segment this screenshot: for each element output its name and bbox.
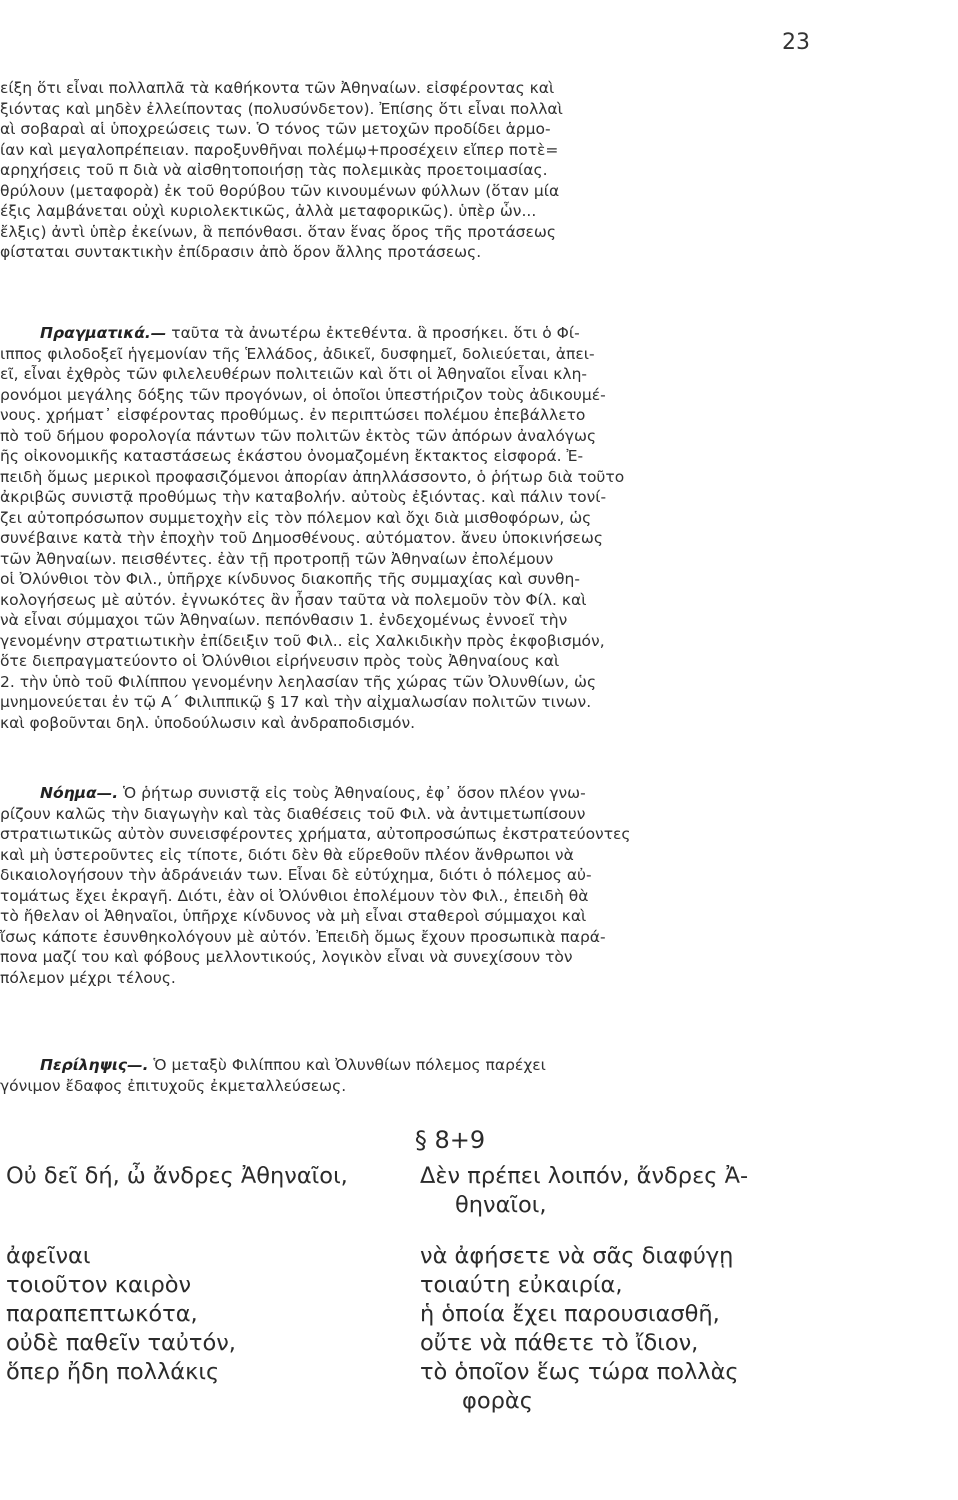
text-line: φίσταται συντακτικὴν ἐπίδρασιν ἀπὸ ὅρον ἄλλης προτάσεως. xyxy=(0,243,482,261)
translation-row xyxy=(0,1271,958,1300)
text-line: ίαν καὶ μεγαλοπρέπειαν. παροξυνθῆναι πολέμῳ+προσέχειν εἴπερ ποτὲ= xyxy=(0,140,559,159)
text-line: νὰ εἶναι σύμμαχοι τῶν Ἀθηναίων. πεπόνθασιν 1. ἐνδεχομένως ἐννοεῖ τὴν xyxy=(0,611,568,629)
modern-greek-text: θηναῖοι, xyxy=(455,1192,547,1218)
modern-greek-text: φορὰς xyxy=(462,1388,533,1414)
text-line: ὅτε διεπραγματεύοντο οἱ Ὀλύνθιοι εἰρήνευσιν πρὸς τοὺς Ἀθηναίους καὶ xyxy=(0,652,560,670)
text-line: οἱ Ὀλύνθιοι τὸν Φιλ., ὑπῆρχε κίνδυνος διακοπῆς τῆς συμμαχίας καὶ συνθη- xyxy=(0,570,580,588)
text-line: ρονόμοι μεγάλης δόξης τῶν προγόνων, οἱ ὁποῖοι ὑπεστήριζον τοὺς ἀδικουμέ- xyxy=(0,385,606,404)
text-line: τομάτως ἔχει ἐκραγῆ. Διότι, ἐὰν οἱ Ὀλύνθιοι ἐπολέμουν τὸν Φιλ., ἐπειδὴ θὰ xyxy=(0,886,589,905)
translation-row xyxy=(0,1329,958,1358)
text-span: Ὁ ῥήτωρ συνιστᾷ εἰς τοὺς Ἀθηναίους, ἐφ᾽ ὅσον πλέον γνω- xyxy=(118,784,586,802)
text-line: αρηχήσεις τοῦ π διὰ νὰ αἰσθητοποιήσῃ τὰς πολεμικὰς προετοιμασίας. xyxy=(0,161,548,179)
text-line: δικαιολογήσουν τὴν ἀδράνειάν των. Εἶναι δὲ εὐτύχημα, διότι ὁ πόλεμος αὐ- xyxy=(0,866,592,884)
ancient-greek-text: Οὐ δεῖ δή, ὦ ἄνδρες Ἀθηναῖοι, xyxy=(6,1163,348,1189)
text-line: τῶν Ἀθηναίων. πεισθέντες. ἐὰν τῇ προτροπῇ τῶν Ἀθηναίων ἐπολέμουν xyxy=(0,549,554,568)
ancient-greek-text: οὐδὲ παθεῖν ταὐτόν, xyxy=(6,1330,236,1356)
text-line: ζει αὐτοπρόσωπον συμμετοχὴν εἰς τὸν πόλεμον καὶ ὄχι διὰ μισθοφόρων, ὡς xyxy=(0,508,592,527)
text-line: ἀκριβῶς συνιστᾷ προθύμως τὴν καταβολήν. αὐτοὺς ἐξιόντας. καὶ πάλιν τονί- xyxy=(0,488,607,506)
commentary-section-1 xyxy=(0,78,958,263)
modern-greek-text: τὸ ὁποῖον ἕως τώρα πολλὰς xyxy=(420,1359,739,1385)
text-line xyxy=(0,783,958,804)
ancient-greek-text: ἀφεῖναι xyxy=(6,1243,91,1269)
translation-row xyxy=(0,1300,958,1329)
section-heading: Νόημα—. xyxy=(40,784,119,802)
text-line: κολογήσεως μὲ αὐτόν. ἐγνωκότες ἂν ἦσαν ταῦτα νὰ πολεμοῦν τὸν Φίλ. καὶ xyxy=(0,590,587,609)
text-line: γενομένην στρατιωτικὴν ἐπίδειξιν τοῦ Φιλ.. εἰς Χαλκιδικὴν πρὸς ἐκφοβισμόν, xyxy=(0,631,605,650)
text-line: μνημονεύεται ἐν τῷ Α΄ Φιλιππικῷ § 17 καὶ τὴν αἰχμαλωσίαν πολιτῶν τινων. xyxy=(0,693,592,711)
parallel-translation xyxy=(0,1162,958,1416)
text-line: τὸ ἤθελαν οἱ Ἀθηναῖοι, ὑπῆρχε κίνδυνος νὰ μὴ εἶναι σταθεροὶ σύμμαχοι καὶ xyxy=(0,907,587,925)
text-line: αὶ σοβαραὶ αἱ ὑποχρεώσεις των. Ὁ τόνος τῶν μετοχῶν προδίδει ἁρμο- xyxy=(0,120,551,138)
text-line: ῆς οἰκονομικῆς καταστάσεως ἑκάστου ὀνομαζομένη ἔκτακτος εἰσφορά. Ἐ- xyxy=(0,447,584,465)
text-line xyxy=(0,1055,958,1076)
pragmatika-section xyxy=(0,323,958,733)
modern-greek-text: νὰ ἀφήσετε νὰ σᾶς διαφύγῃ xyxy=(420,1243,734,1269)
text-line: ρίζουν καλῶς τὴν διαγωγὴν καὶ τὰς διαθέσεις τοῦ Φιλ. νὰ ἀντιμετωπίσουν xyxy=(0,804,586,823)
modern-greek-text: Δὲν πρέπει λοιπόν, ἄνδρες Ἀ- xyxy=(420,1163,749,1189)
text-line: συνέβαινε κατὰ τὴν ἐποχὴν τοῦ Δημοσθένους. αὐτόματον. ἄνευ ὑποκινήσεως xyxy=(0,529,603,547)
text-line: καὶ φοβοῦνται δηλ. ὑποδούλωσιν καὶ ἀνδραποδισμόν. xyxy=(0,713,416,732)
text-span: Ὁ μεταξὺ Φιλίππου καὶ Ὀλυνθίων πόλεμος παρέχει xyxy=(148,1056,546,1074)
translation-row xyxy=(0,1387,958,1416)
page-number: 23 xyxy=(782,30,810,55)
text-line: πονα μαζί του καὶ φόβους μελλοντικούς, λογικὸν εἶναι νὰ συνεχίσουν τὸν xyxy=(0,948,573,966)
text-line: πὸ τοῦ δήμου φορολογία πάντων τῶν πολιτῶν ἐκτὸς τῶν ἀπόρων ἀναλόγως xyxy=(0,426,597,445)
translation-row xyxy=(0,1242,958,1271)
text-line xyxy=(0,323,958,344)
modern-greek-text: ἡ ὁποία ἔχει παρουσιασθῆ, xyxy=(420,1301,720,1327)
ancient-greek-text: ὅπερ ἤδη πολλάκις xyxy=(6,1359,220,1385)
modern-greek-text: τοιαύτη εὐκαιρία, xyxy=(420,1272,623,1298)
text-line: θρύλουν (μεταφορὰ) ἐκ τοῦ θορύβου τῶν κινουμένων φύλλων (ὅταν μία xyxy=(0,181,560,200)
text-span: ταῦτα τὰ ἀνωτέρω ἐκτεθέντα. ἃ προσήκει. ὅτι ὁ Φί- xyxy=(166,324,580,342)
text-line: γόνιμον ἔδαφος ἐπιτυχοῦς ἐκμεταλλεύσεως. xyxy=(0,1076,347,1095)
text-line: 2. τὴν ὑπὸ τοῦ Φιλίππου γενομένην λεηλασίαν τῆς χώρας τῶν Ὀλυνθίων, ὡς xyxy=(0,672,597,691)
text-line: ιππος φιλοδοξεῖ ἡγεμονίαν τῆς Ἑλλάδος, ἀδικεῖ, δυσφημεῖ, δολιεύεται, ἀπει- xyxy=(0,344,595,363)
noima-section xyxy=(0,783,958,988)
ancient-greek-text: παραπεπτωκότα, xyxy=(6,1301,198,1327)
translation-row xyxy=(0,1162,958,1191)
perilipsis-section xyxy=(0,1055,958,1096)
text-line: καὶ μὴ ὑστεροῦντες εἰς τίποτε, διότι δὲν θὰ εὕρεθοῦν πλέον ἄνθρωποι νὰ xyxy=(0,845,574,864)
text-line: εῖ, εἶναι ἐχθρὸς τῶν φιλελευθέρων πολιτειῶν καὶ ὅτι οἱ Ἀθηναῖοι εἶναι κλη- xyxy=(0,365,588,383)
section-title: § 8+9 xyxy=(414,1126,486,1154)
text-line: ἴσως κάποτε ἐσυνθηκολόγουν μὲ αὐτόν. Ἐπειδὴ ὅμως ἔχουν προσωπικὰ παρά- xyxy=(0,927,606,946)
section-heading: Περίληψις—. xyxy=(40,1056,149,1074)
text-line: πειδὴ ὅμως μερικοὶ προφασιζόμενοι ἀπορίαν ἀπηλλάσσοντο, ὁ ῥήτωρ διὰ τοῦτο xyxy=(0,467,625,486)
translation-row xyxy=(0,1358,958,1387)
text-line: έξις λαμβάνεται οὐχὶ κυριολεκτικῶς, ἀλλὰ μεταφορικῶς). ὑπὲρ ὧν... xyxy=(0,202,537,220)
ancient-greek-text: τοιοῦτον καιρὸν xyxy=(6,1272,192,1298)
text-line: νους. χρήματ᾽ εἰσφέροντας προθύμως. ἐν περιπτώσει πολέμου ἐπεβάλλετο xyxy=(0,406,586,424)
text-line: ἔλξις) ἀντὶ ὑπὲρ ἐκείνων, ἃ πεπόνθασι. ὅταν ἕνας ὅρος τῆς προτάσεως xyxy=(0,222,556,241)
text-line: είξη ὅτι εἶναι πολλαπλᾶ τὰ καθήκοντα τῶν Ἀθηναίων. εἰσφέροντας καὶ xyxy=(0,79,555,97)
text-line: ξιόντας καὶ μηδὲν ἐλλείποντας (πολυσύνδετον). Ἐπίσης ὅτι εἶναι πολλαὶ xyxy=(0,99,563,118)
modern-greek-text: οὔτε νὰ πάθετε τὸ ἴδιον, xyxy=(420,1330,699,1356)
section-heading: Πραγματικά.— xyxy=(40,324,167,342)
text-line: πόλεμον μέχρι τέλους. xyxy=(0,968,176,987)
translation-row xyxy=(0,1191,958,1220)
text-line: στρατιωτικῶς αὐτὸν συνεισφέροντες χρήματα, αὐτοπροσώπως ἐκστρατεύοντες xyxy=(0,825,631,843)
